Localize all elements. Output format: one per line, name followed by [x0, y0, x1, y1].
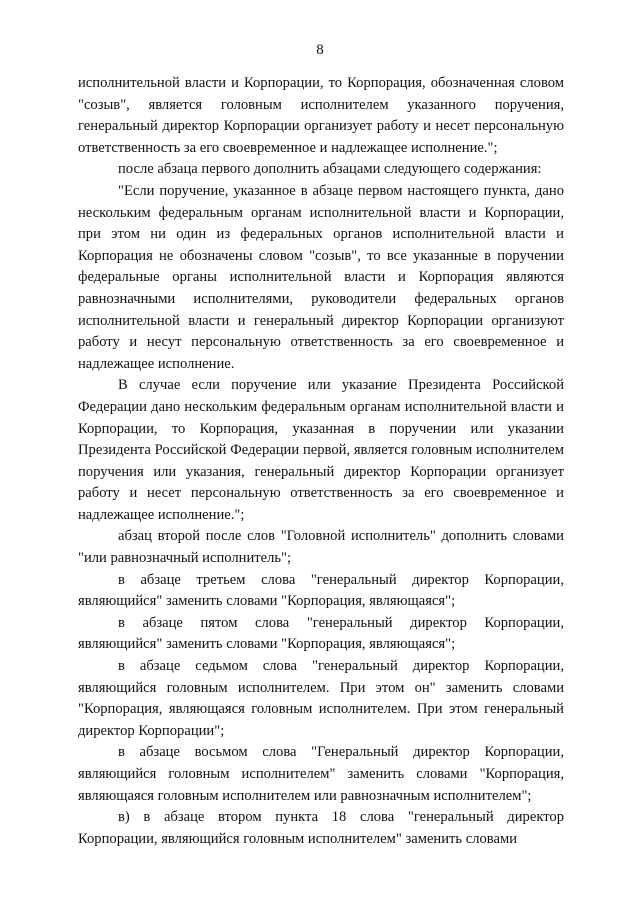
paragraph-continuation: исполнительной власти и Корпорации, то Корпорация, обозначенная словом "созыв", является головным исполнителем указанного поручения, генеральный директор Корпорации организует работу и несет персональную ответственность за его своевременное и надлежащее исполнение.";: [78, 75, 564, 156]
paragraph-instruction: после абзаца первого дополнить абзацами следующего содержания:: [118, 161, 542, 178]
paragraph-amendment-3: в абзаце пятом слова "генеральный директор Корпорации, являющийся" заменить словами "Корпорация, являющаяся";: [78, 614, 564, 653]
paragraph-quoted-1: "Если поручение, указанное в абзаце первом настоящего пункта, дано нескольким федеральным органам исполнительной власти и Корпорации, при этом ни один из федеральных органов исполнительной власти и Корпорация не обозначены словом "созыв", то все указанные в поручении федеральные органы исполнительной власти и Корпорация являются равнозначными исполнителями, руководители федеральных органов исполнительной власти и генеральный директор Корпорации организуют работу и несут персональную ответственность за его своевременное и надлежащее исполнение.: [78, 182, 564, 372]
document-body: [78, 73, 564, 850]
paragraph-amendment-1: абзац второй после слов "Головной исполнитель" дополнить словами "или равнозначный исполнитель";: [78, 528, 564, 567]
paragraph-amendment-2: в абзаце третьем слова "генеральный директор Корпорации, являющийся" заменить словами "Корпорация, являющаяся";: [78, 571, 564, 610]
paragraph-amendment-4: в абзаце седьмом слова "генеральный директор Корпорации, являющийся головным исполнителем. При этом он" заменить словами "Корпорация, являющаяся головным исполнителем. При этом генеральный директор Корпорации";: [78, 658, 564, 739]
paragraph-subitem-v: в) в абзаце втором пункта 18 слова "генеральный директор Корпорации, являющийся головным исполнителем" заменить словами: [78, 809, 564, 847]
paragraph-amendment-5: в абзаце восьмом слова "Генеральный директор Корпорации, являющийся головным исполнителем" заменить словами "Корпорация, являющаяся головным исполнителем или равнозначным исполнителем";: [78, 744, 564, 804]
page-number: 8: [316, 42, 324, 58]
paragraph-quoted-2: В случае если поручение или указание Президента Российской Федерации дано нескольким федеральным органам исполнительной власти и Корпорации, то Корпорация, указанная в поручении или указании Президента Российской Федерации первой, является головным исполнителем поручения или указания, генеральный директор Корпорации организует работу и несет персональную ответственность за его своевременное и надлежащее исполнение.";: [78, 377, 564, 523]
